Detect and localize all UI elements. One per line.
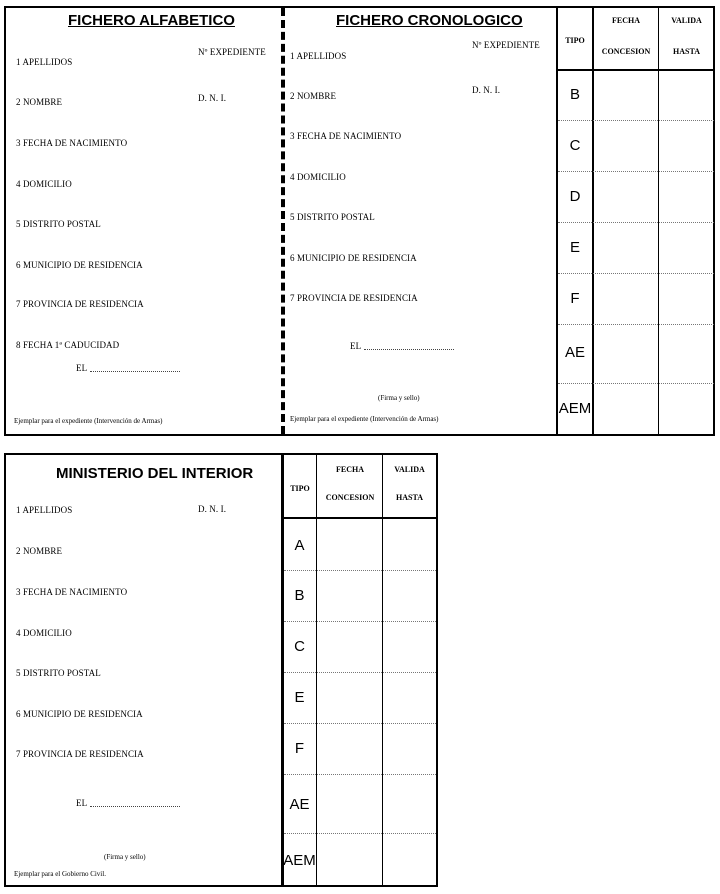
cronologico-field-municipio: 6 MUNICIPIO DE RESIDENCIA bbox=[290, 253, 417, 263]
alfabetico-field-distrito: 5 DISTRITO POSTAL bbox=[16, 219, 101, 229]
bottom-table-tipo-cell: AEM bbox=[283, 852, 316, 869]
alfabetico-title: FICHERO ALFABETICO bbox=[68, 12, 235, 29]
top-table-concesion-header: CONCESION bbox=[601, 47, 651, 56]
cronologico-firma: (Firma y sello) bbox=[378, 394, 420, 402]
bottom-table-row-line bbox=[284, 672, 436, 673]
cronologico-footer: Ejemplar para el expediente (Intervención de Armas) bbox=[290, 415, 439, 423]
alfabetico-field-apellidos: 1 APELLIDOS bbox=[16, 57, 73, 67]
cronologico-dni-label: D. N. I. bbox=[472, 85, 501, 95]
ministerio-title: MINISTERIO DEL INTERIOR bbox=[56, 465, 254, 482]
top-table-row-line bbox=[558, 273, 714, 274]
ministerio-footer: Ejemplar para el Gobierno Civil. bbox=[14, 870, 106, 878]
ministerio-el-dotted-line bbox=[90, 806, 180, 807]
alfabetico-footer: Ejemplar para el expediente (Intervención de Armas) bbox=[14, 417, 163, 425]
bottom-table-tipo-cell: E bbox=[294, 689, 305, 706]
top-table-row-line bbox=[558, 383, 714, 384]
bottom-table-valida-header: VALIDA bbox=[394, 465, 425, 474]
cronologico-field-nacimiento: 3 FECHA DE NACIMIENTO bbox=[290, 131, 402, 141]
bottom-table-concesion-header: CONCESION bbox=[325, 493, 375, 502]
top-table-left-border bbox=[556, 8, 558, 434]
ministerio-field-distrito: 5 DISTRITO POSTAL bbox=[16, 668, 101, 678]
cronologico-field-provincia: 7 PROVINCIA DE RESIDENCIA bbox=[290, 293, 418, 303]
cronologico-field-apellidos: 1 APELLIDOS bbox=[290, 51, 347, 61]
cronologico-title: FICHERO CRONOLOGICO bbox=[336, 12, 523, 29]
top-table-tipo-cell: C bbox=[569, 137, 581, 154]
top-table-fecha-header: FECHA bbox=[612, 16, 640, 25]
cronologico-field-distrito: 5 DISTRITO POSTAL bbox=[290, 212, 375, 222]
alfabetico-el-label: EL bbox=[76, 363, 88, 373]
top-table-tipo-header: TIPO bbox=[565, 36, 585, 45]
top-table-header-border bbox=[556, 69, 714, 71]
top-cut-line bbox=[281, 8, 285, 434]
alfabetico-el-dotted-line bbox=[90, 371, 180, 372]
bottom-table-row-line bbox=[284, 833, 436, 834]
top-table-tipo-cell: B bbox=[569, 86, 580, 103]
top-table-hasta-header: HASTA bbox=[673, 47, 700, 56]
ministerio-field-nombre: 2 NOMBRE bbox=[16, 546, 63, 556]
ministerio-field-apellidos: 1 APELLIDOS bbox=[16, 505, 73, 515]
top-table-tipo-cell: E bbox=[569, 239, 580, 256]
bottom-table-row-line bbox=[284, 774, 436, 775]
top-table-tipo-cell: AEM bbox=[558, 400, 592, 417]
bottom-table-left-border bbox=[281, 455, 284, 885]
bottom-table-row-line bbox=[284, 621, 436, 622]
bottom-table-tipo-cell: C bbox=[294, 638, 305, 655]
bottom-table-row-line bbox=[284, 570, 436, 571]
bottom-table-tipo-header: TIPO bbox=[290, 484, 310, 493]
cronologico-field-domicilio: 4 DOMICILIO bbox=[290, 172, 346, 182]
top-table-valida-header: VALIDA bbox=[671, 16, 702, 25]
ministerio-field-municipio: 6 MUNICIPIO DE RESIDENCIA bbox=[16, 709, 143, 719]
top-table-tipo-cell: F bbox=[570, 290, 580, 307]
top-table-row-line bbox=[558, 222, 714, 223]
bottom-table-tipo-cell: F bbox=[294, 740, 305, 757]
alfabetico-dni-label: D. N. I. bbox=[198, 93, 227, 103]
bottom-table-hasta-header: HASTA bbox=[396, 493, 423, 502]
cronologico-el-label: EL bbox=[350, 341, 362, 351]
ministerio-field-domicilio: 4 DOMICILIO bbox=[16, 628, 72, 638]
bottom-table-tipo-cell: A bbox=[294, 537, 305, 554]
top-table-row-line bbox=[558, 171, 714, 172]
top-table-col-border-1 bbox=[592, 8, 594, 434]
alfabetico-field-nombre: 2 NOMBRE bbox=[16, 97, 63, 107]
bottom-table-tipo-cell: AE bbox=[289, 796, 310, 813]
ministerio-el-label: EL bbox=[76, 798, 88, 808]
bottom-table-fecha-header: FECHA bbox=[336, 465, 364, 474]
alfabetico-field-caducidad: 8 FECHA 1ª CADUCIDAD bbox=[16, 340, 120, 350]
ministerio-field-provincia: 7 PROVINCIA DE RESIDENCIA bbox=[16, 749, 144, 759]
cronologico-expediente-label: Nº EXPEDIENTE bbox=[472, 40, 540, 50]
alfabetico-field-provincia: 7 PROVINCIA DE RESIDENCIA bbox=[16, 299, 144, 309]
bottom-table-tipo-cell: B bbox=[294, 587, 305, 604]
top-table-col-border-2 bbox=[658, 8, 659, 434]
ministerio-dni-label: D. N. I. bbox=[198, 504, 227, 514]
cronologico-el-dotted-line bbox=[364, 349, 454, 350]
bottom-table-header-border bbox=[281, 517, 436, 519]
top-table-row-line bbox=[558, 324, 714, 325]
bottom-table-col-border-2 bbox=[382, 455, 383, 885]
alfabetico-expediente-label: Nº EXPEDIENTE bbox=[198, 47, 266, 57]
alfabetico-field-nacimiento: 3 FECHA DE NACIMIENTO bbox=[16, 138, 128, 148]
top-table-tipo-cell: D bbox=[569, 188, 581, 205]
cronologico-field-nombre: 2 NOMBRE bbox=[290, 91, 337, 101]
bottom-table-col-border-1 bbox=[316, 455, 317, 885]
ministerio-field-nacimiento: 3 FECHA DE NACIMIENTO bbox=[16, 587, 128, 597]
top-table-tipo-cell: AE bbox=[564, 344, 585, 361]
bottom-table-row-line bbox=[284, 723, 436, 724]
alfabetico-field-municipio: 6 MUNICIPIO DE RESIDENCIA bbox=[16, 260, 143, 270]
ministerio-firma: (Firma y sello) bbox=[104, 853, 146, 861]
top-table-row-line bbox=[558, 120, 714, 121]
alfabetico-field-domicilio: 4 DOMICILIO bbox=[16, 179, 72, 189]
